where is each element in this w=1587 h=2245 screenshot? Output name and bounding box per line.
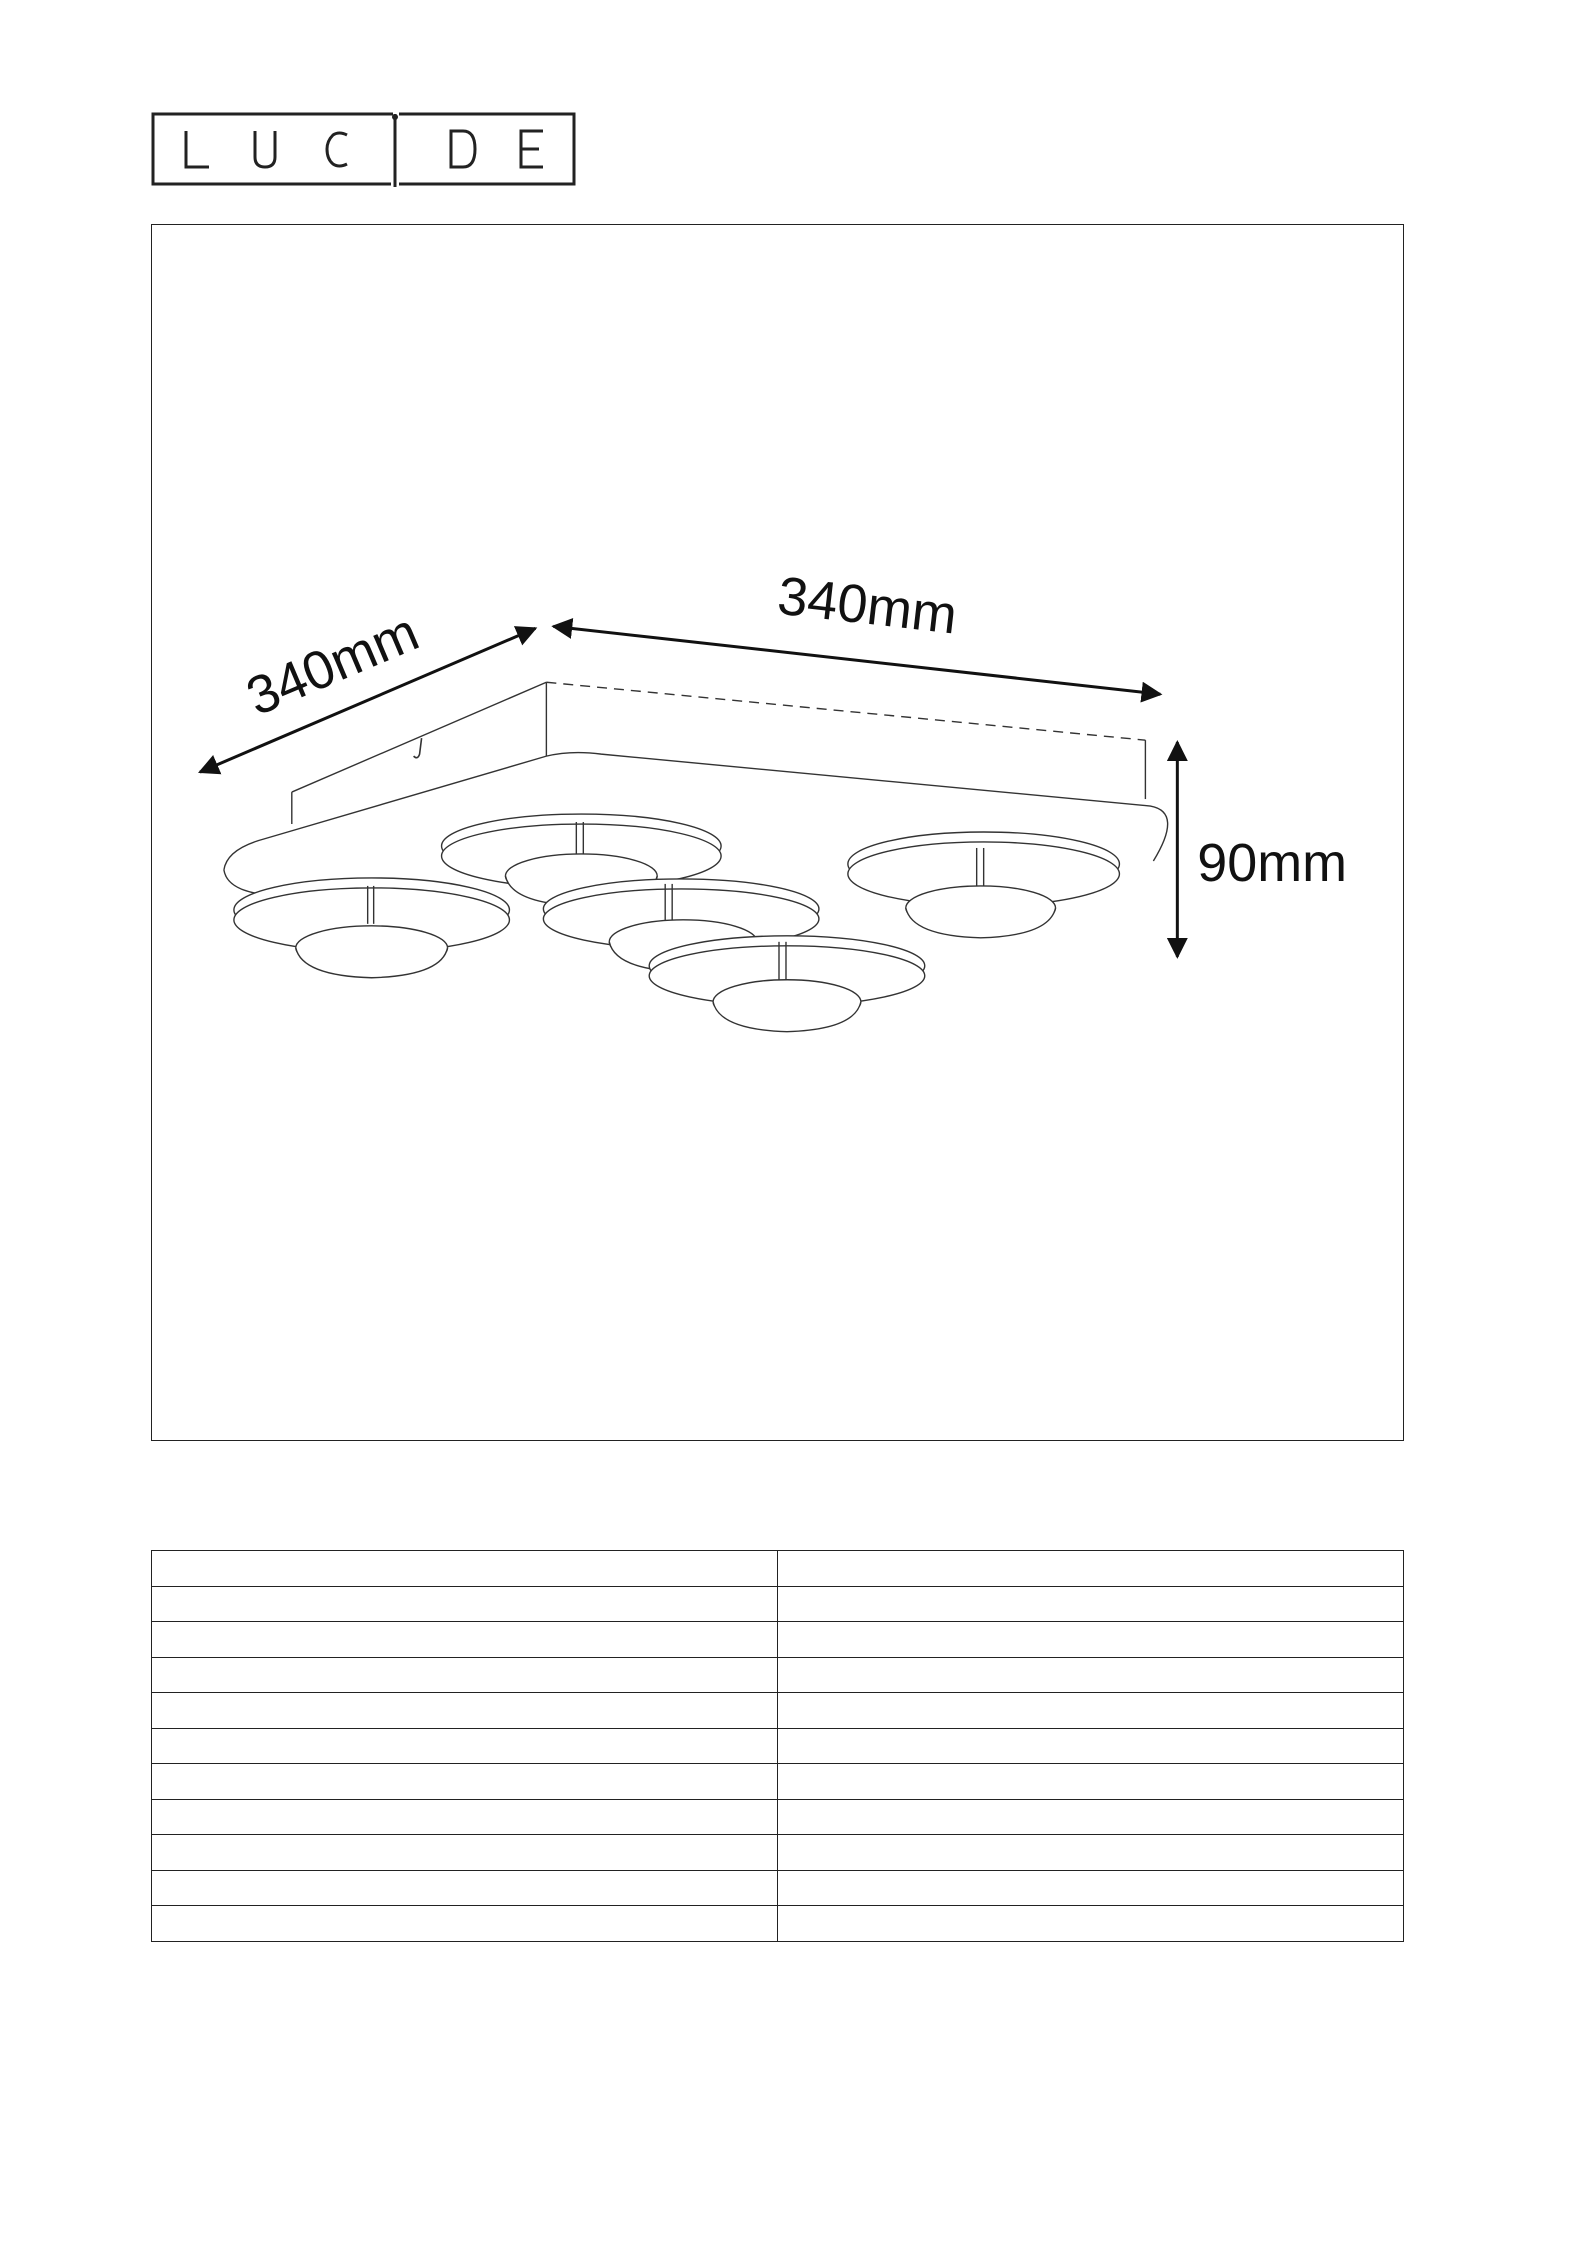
- table-cell-label: [152, 1799, 778, 1835]
- table-cell-label: [152, 1622, 778, 1658]
- table-cell-label: [152, 1906, 778, 1942]
- table-cell-value: [778, 1728, 1404, 1764]
- table-row: [152, 1551, 1404, 1587]
- table-row: [152, 1728, 1404, 1764]
- table-cell-value: [778, 1799, 1404, 1835]
- table-row: [152, 1657, 1404, 1693]
- specification-table: [151, 1550, 1404, 1942]
- spot-back-right: [848, 832, 1120, 938]
- table-cell-value: [778, 1764, 1404, 1800]
- height-dimension-label: 90mm: [1197, 832, 1348, 893]
- table-row: [152, 1693, 1404, 1729]
- table-cell-label: [152, 1586, 778, 1622]
- table-cell-value: [778, 1693, 1404, 1729]
- width-dimension-line: [553, 626, 1160, 694]
- table-row: [152, 1870, 1404, 1906]
- table-cell-label: [152, 1728, 778, 1764]
- table-cell-value: [778, 1551, 1404, 1587]
- spot-front-right: [649, 936, 925, 1032]
- table-cell-value: [778, 1835, 1404, 1871]
- spot-front-left: [234, 878, 510, 978]
- table-cell-label: [152, 1657, 778, 1693]
- depth-dimension-label: 340mm: [238, 601, 428, 728]
- table-cell-value: [778, 1870, 1404, 1906]
- table-row: [152, 1622, 1404, 1658]
- width-dimension-label: 340mm: [774, 565, 961, 646]
- table-cell-label: [152, 1693, 778, 1729]
- table-cell-value: [778, 1586, 1404, 1622]
- table-cell-value: [778, 1657, 1404, 1693]
- technical-drawing-frame: [151, 224, 1404, 1441]
- table-row: [152, 1764, 1404, 1800]
- table-row: [152, 1799, 1404, 1835]
- table-cell-value: [778, 1622, 1404, 1658]
- table-cell-label: [152, 1870, 778, 1906]
- table-cell-value: [778, 1906, 1404, 1942]
- table-cell-label: [152, 1764, 778, 1800]
- table-row: [152, 1586, 1404, 1622]
- lucide-logo-mark: [151, 111, 576, 187]
- lucide-logo: [151, 111, 576, 187]
- ceiling-lamp-drawing: [152, 225, 1403, 1440]
- table-cell-label: [152, 1551, 778, 1587]
- table-row: [152, 1906, 1404, 1942]
- table-row: [152, 1835, 1404, 1871]
- table-cell-label: [152, 1835, 778, 1871]
